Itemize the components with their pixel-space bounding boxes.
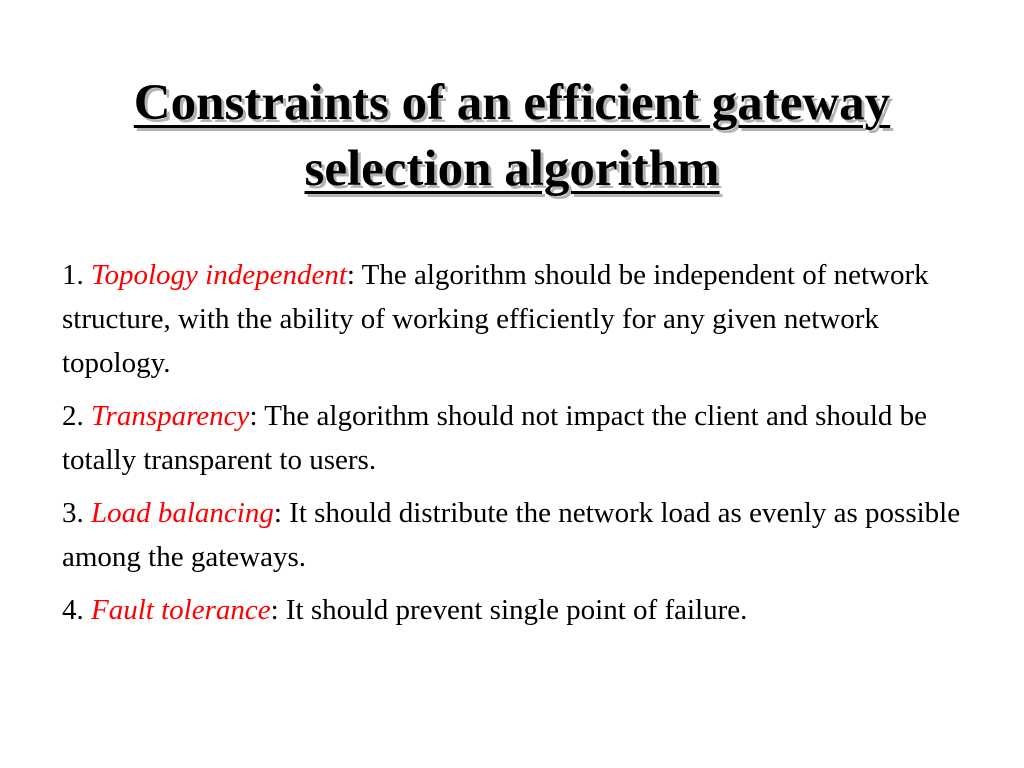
list-item-topology-independent [62, 253, 982, 385]
item-term: Fault tolerance [91, 594, 271, 626]
list-item-load-balancing [62, 491, 982, 579]
slide-title [40, 70, 984, 202]
item-number: 1. [62, 259, 84, 291]
item-text: : The algorithm should not impact the client and should be totally transparent to users. [62, 400, 928, 476]
constraints-list [62, 253, 982, 641]
slide-title-line-2: selection algorithm [304, 141, 720, 197]
item-term: Topology independent [91, 259, 347, 291]
slide-title-line-1: Constraints of an efficient gateway [133, 75, 891, 131]
list-item-transparency [62, 394, 982, 482]
item-text: : It should distribute the network load as evenly as possible among the gateways. [62, 497, 961, 573]
item-text: : It should prevent single point of failure. [270, 594, 748, 626]
item-text: : The algorithm should be independent of network structure, with the ability of working efficiently for any given network topology. [62, 259, 929, 379]
item-number: 2. [62, 400, 84, 432]
item-number: 4. [62, 594, 84, 626]
item-term: Load balancing [91, 497, 274, 529]
list-item-fault-tolerance [62, 588, 982, 632]
item-term: Transparency [91, 400, 250, 432]
item-number: 3. [62, 497, 84, 529]
